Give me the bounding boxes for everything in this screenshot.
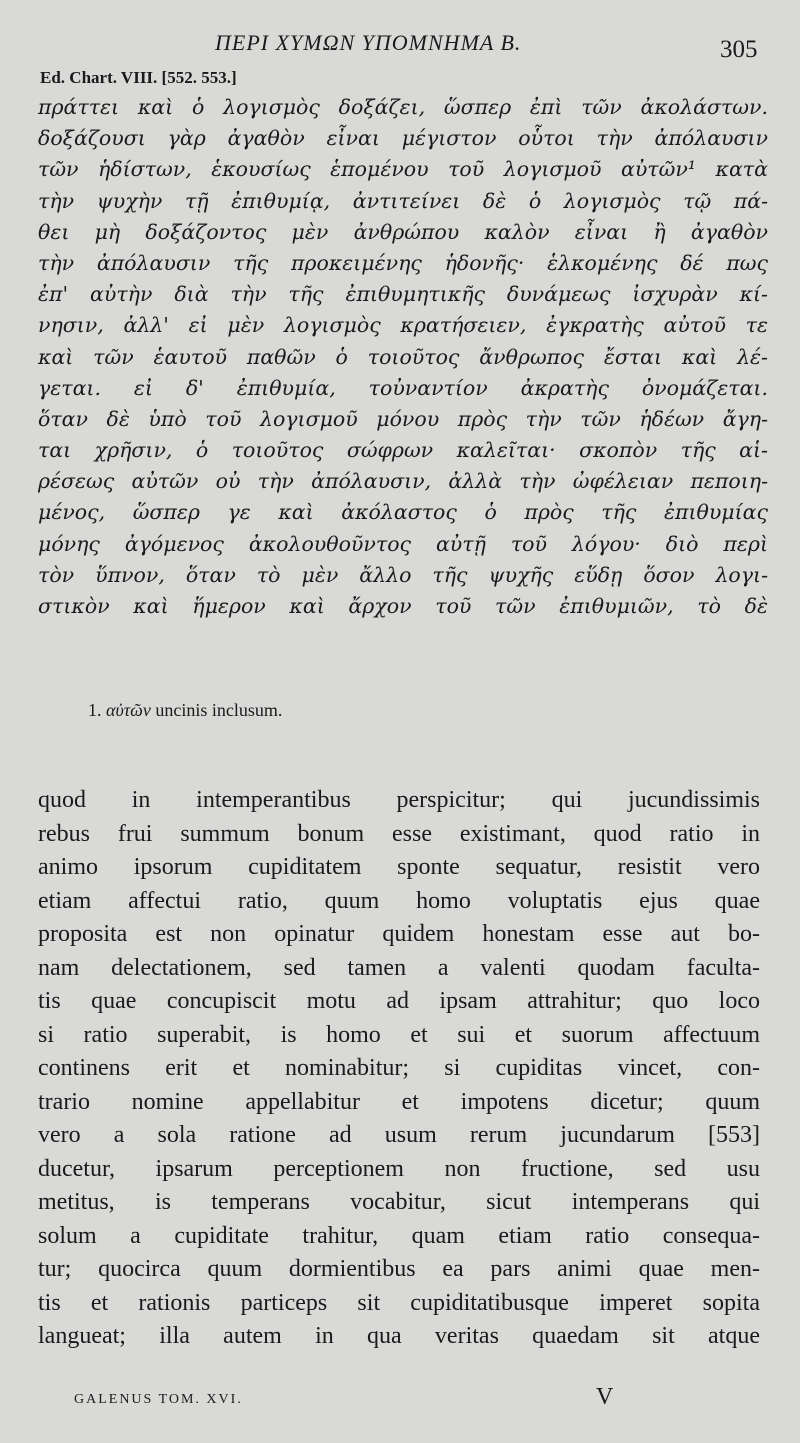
latin-line: metitus, is temperans vocabitur, sicut intemperans qui [38,1189,760,1215]
greek-line: γεται. εἰ δ' ἐπιθυμία, τοὐναντίον ἀκρατὴς ὀνομάζεται. [38,375,768,400]
greek-line: τὸν ὕπνον, ὅταν τὸ μὲν ἄλλο τῆς ψυχῆς εὕδῃ ὅσον λογι- [38,562,768,587]
latin-line: nam delectationem, sed tamen a valenti quodam faculta- [38,954,760,981]
running-head: ΠΕΡΙ ΧΥΜΩΝ ΥΠΟΜΝΗΜΑ Β. [215,30,522,55]
latin-line: langueat; illa autem in qua veritas quaedam sit atque [38,1323,760,1349]
latin-line: trario nomine appellabitur et impotens dicetur; quum [38,1088,760,1115]
latin-line: solum a cupiditate trahitur, quam etiam ratio consequa- [38,1222,760,1249]
page-number: 305 [720,36,758,63]
footnote [88,700,282,721]
footnote-greek: αὐτῶν [106,700,151,720]
latin-line: tur; quocirca quum dormientibus ea pars animi quae men- [38,1256,760,1282]
greek-line: τὴν ψυχὴν τῇ ἐπιθυμίᾳ, ἀντιτείνει δὲ ὁ λογισμὸς τῷ πά- [38,188,768,213]
latin-line: rebus frui summum bonum esse existimant, quod ratio in [38,820,760,847]
greek-line: ὅταν δὲ ὑπὸ τοῦ λογισμοῦ μόνου πρὸς τὴν τῶν ἡδέων ἄγη- [38,406,768,431]
latin-line: vero a sola ratione ad usum rerum jucundarum [553] [38,1122,760,1148]
latin-line: ducetur, ipsarum perceptionem non fructione, sed usu [38,1155,760,1182]
greek-line: τῶν ἡδίστων, ἑκουσίως ἑπομένου τοῦ λογισμοῦ αὐτῶν¹ κατὰ [38,157,768,182]
greek-line: νησιν, ἀλλ' εἰ μὲν λογισμὸς κρατήσειεν, ἐγκρατὴς αὐτοῦ τε [38,313,768,338]
latin-line: animo ipsorum cupiditatem sponte sequatur, resistit vero [38,854,760,880]
latin-line: continens erit et nominabitur; si cupiditas vincet, con- [38,1055,760,1081]
latin-line: si ratio superabit, is homo et sui et suorum affectuum [38,1021,760,1048]
latin-line: tis quae concupiscit motu ad ipsam attrahitur; quo loco [38,988,760,1014]
greek-line: ται χρῆσιν, ὁ τοιοῦτος σώφρων καλεῖται· σκοπὸν τῆς αἱ- [38,438,768,463]
latin-line: proposita est non opinatur quidem honestam esse aut bo- [38,921,760,947]
latin-line: etiam affectui ratio, quum homo voluptatis ejus quae [38,887,760,914]
greek-line: πράττει καὶ ὁ λογισμὸς δοξάζει, ὥσπερ ἐπὶ τῶν ἀκολάστων. [38,95,768,119]
latin-text-block [38,784,760,1354]
footnote-text: uncinis inclusum. [155,700,283,720]
greek-text-block [38,92,768,622]
greek-line: μένος, ὥσπερ γε καὶ ἀκόλαστος ὁ πρὸς τῆς ἐπιθυμίας [38,500,768,525]
latin-line: quod in intemperantibus perspicitur; qui jucundissimis [38,787,760,813]
greek-line: ἐπ' αὐτὴν διὰ τὴν τῆς ἐπιθυμητικῆς δυνάμεως ἰσχυρὰν κί- [38,282,768,307]
edition-reference: Ed. Chart. VIII. [552. 553.] [40,68,237,87]
greek-line: ρέσεως αὐτῶν οὐ τὴν ἀπόλαυσιν, ἀλλὰ τὴν ὠφέλειαν πεποιη- [38,469,768,494]
footnote-marker: 1. [88,700,102,720]
greek-line: μόνης ἀγόμενος ἀκολουθοῦντος αὐτῇ τοῦ λόγου· διὸ περὶ [38,531,768,556]
greek-line: δοξάζουσι γὰρ ἀγαθὸν εἶναι μέγιστον οὗτοι τὴν ἀπόλαυσιν [38,126,768,151]
printer-signature: GALENUS TOM. XVI. [74,1392,243,1407]
greek-line: στικὸν καὶ ἥμερον καὶ ἄρχον τοῦ τῶν ἐπιθυμιῶν, τὸ δὲ [38,594,768,618]
greek-line: τὴν ἀπόλαυσιν τῆς προκειμένης ἡδονῆς· ἑλκομένης δέ πως [38,250,768,275]
latin-line: tis et rationis particeps sit cupiditatibusque imperet sopita [38,1289,760,1316]
greek-line: θει μὴ δοξάζοντος μὲν ἀνθρώπου καλὸν εἶναι ἢ ἀγαθὸν [38,219,768,244]
greek-line: καὶ τῶν ἑαυτοῦ παθῶν ὁ τοιοῦτος ἄνθρωπος ἔσται καὶ λέ- [38,344,768,369]
signature-letter: V [596,1384,614,1410]
